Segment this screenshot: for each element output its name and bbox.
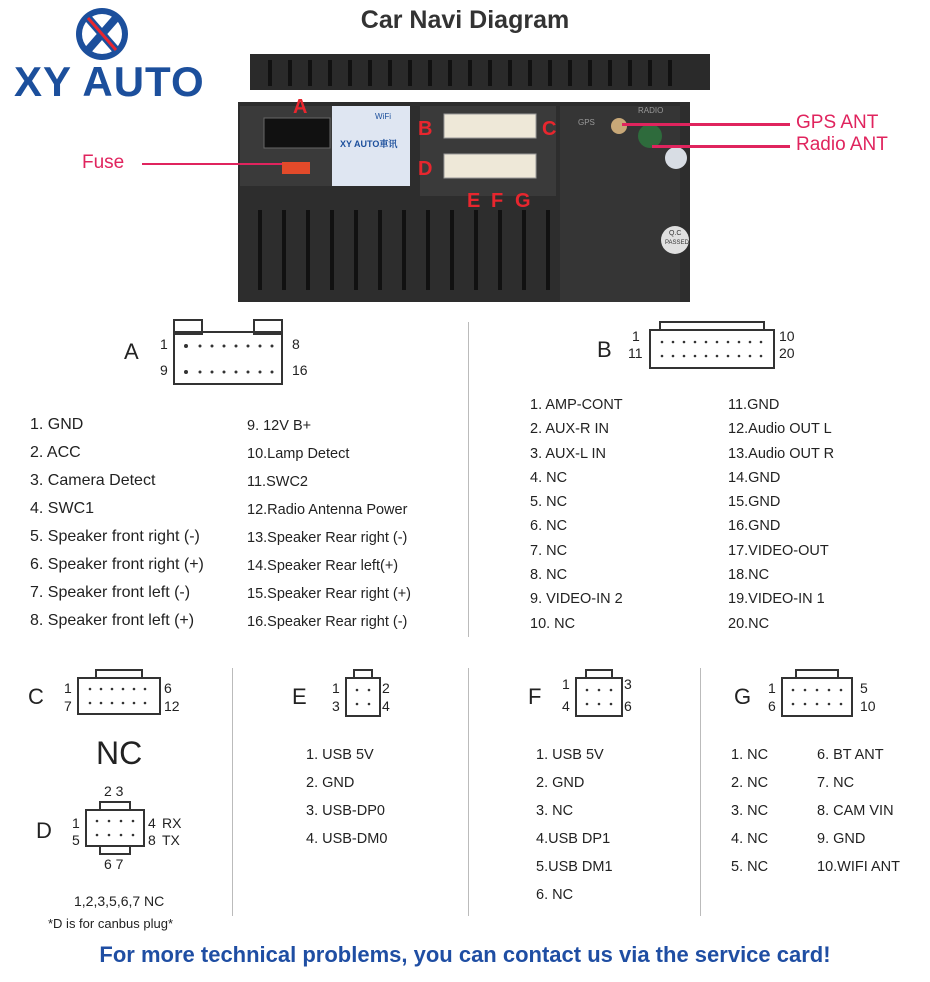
connector-b-pin-br: 20: [779, 345, 795, 361]
connector-a-letter: A: [124, 339, 139, 364]
wifi-sticker-label: WiFi: [375, 112, 391, 121]
connector-e-pin-tl: 1: [332, 680, 340, 696]
connector-d-pin-r1: 4: [148, 815, 156, 831]
connector-g-pin-tr: 5: [860, 680, 868, 696]
connector-e-pin-br: 4: [382, 698, 390, 714]
pin-item: 2. AUX-R IN: [530, 421, 609, 438]
pin-item: 12.Audio OUT L: [728, 421, 832, 438]
pin-item: 19.VIDEO-IN 1: [728, 591, 825, 608]
connector-f-letter: F: [528, 684, 542, 709]
pin-item: 3. NC: [536, 803, 574, 819]
connector-e-pin-bl: 3: [332, 698, 340, 714]
connector-g-list-2: [817, 741, 900, 881]
qc-label: Q.C: [669, 230, 682, 237]
connector-e-list: [306, 741, 387, 853]
logo: [70, 4, 134, 64]
radio-engraving: RADIO: [638, 106, 664, 115]
pin-item: 6. NC: [530, 518, 568, 535]
pin-item: 16.GND: [728, 518, 781, 535]
pin-item: 1. AMP-CONT: [530, 397, 623, 413]
connector-g-letter: G: [734, 684, 752, 709]
connector-a-pin-tr: 8: [292, 336, 300, 352]
pin-item: 8. Speaker front left (+): [30, 612, 195, 629]
pin-item: 2. GND: [306, 775, 355, 791]
connector-c-diagram: [76, 668, 162, 718]
pin-item: 1. GND: [30, 416, 84, 433]
connector-e-diagram: [344, 668, 382, 720]
logo-text: XY AUTO: [14, 58, 205, 105]
divider-bottom-2: [468, 668, 469, 916]
divider-bottom-3: [700, 668, 701, 916]
pin-item: 14.GND: [728, 469, 781, 486]
pin-item: 6. NC: [536, 887, 574, 903]
gps-pointer-line: [622, 123, 790, 126]
photo-letter-e: E: [467, 190, 481, 212]
connector-g-pin-bl: 6: [768, 698, 776, 714]
radio-ant-label: Radio ANT: [796, 134, 888, 155]
gps-ant-label: GPS ANT: [796, 112, 879, 133]
pin-item: 8. NC: [530, 567, 568, 584]
pin-item: 11.GND: [728, 397, 780, 413]
pin-item: 16.Speaker Rear right (-): [247, 614, 408, 630]
logo-x-icon: [70, 4, 134, 64]
photo-letter-d: D: [418, 158, 433, 180]
gps-engraving: GPS: [578, 118, 595, 127]
pin-item: 6. BT ANT: [817, 747, 884, 763]
pin-item: 20.NC: [728, 615, 770, 632]
connector-d-letter: D: [36, 818, 52, 843]
pin-item: 5.USB DM1: [536, 859, 613, 875]
photo-letter-f: F: [491, 190, 504, 212]
connector-e-pin-tr: 2: [382, 680, 390, 696]
connector-a-list-1: [30, 411, 204, 635]
pin-item: 5. NC: [530, 494, 568, 511]
sticker-brand-label: XY AUTO車讯: [340, 139, 398, 149]
pin-item: 7. Speaker front left (-): [30, 584, 191, 601]
connector-d-tx-label: TX: [162, 832, 180, 848]
connector-f-list: [536, 741, 613, 909]
pin-item: 4. NC: [731, 831, 769, 847]
connector-a-diagram: [170, 318, 288, 388]
footer-notice: For more technical problems, you can contact us via the service card!: [99, 942, 831, 967]
pin-item: 7. NC: [817, 775, 855, 791]
pin-item: 1. NC: [731, 747, 769, 763]
connector-d-pin-bottom: 6 7: [104, 856, 124, 872]
connector-c-pin-tr: 6: [164, 680, 172, 696]
pin-item: 3. AUX-L IN: [530, 445, 607, 462]
connector-f-pin-br: 6: [624, 698, 632, 714]
connector-c-note: NC: [96, 735, 143, 771]
pin-item: 17.VIDEO-OUT: [728, 542, 829, 559]
pin-item: 4.USB DP1: [536, 831, 611, 847]
connector-d-pin-top: 2 3: [104, 783, 124, 799]
pin-item: 5. Speaker front right (-): [30, 528, 200, 545]
pin-item: 9. GND: [817, 831, 866, 847]
connector-d-pin-l1: 1: [72, 815, 80, 831]
connector-g-pin-br: 10: [860, 698, 876, 714]
connector-a-pin-tl: 1: [160, 336, 168, 352]
connector-a-list-2: [247, 412, 411, 636]
connector-g-diagram: [780, 668, 854, 720]
connector-d-pin-r2: 8: [148, 832, 156, 848]
connector-c-pin-br: 12: [164, 698, 180, 714]
connector-b-pin-tl: 1: [632, 328, 640, 344]
fuse-label: Fuse: [82, 152, 125, 173]
photo-letter-b: B: [418, 118, 433, 140]
page-title: Car Navi Diagram: [360, 6, 570, 34]
connector-f-pin-tr: 3: [624, 676, 632, 692]
connector-d-footnote: *D is for canbus plug*: [48, 916, 174, 931]
connector-a-pin-bl: 9: [160, 362, 168, 378]
pin-item: 2. NC: [731, 775, 769, 791]
pin-item: 3. Camera Detect: [30, 472, 156, 489]
pin-item: 2. ACC: [30, 444, 81, 461]
connector-f-pin-tl: 1: [562, 676, 570, 692]
pin-item: 14.Speaker Rear left(+): [247, 558, 399, 574]
photo-letter-c: C: [542, 118, 557, 140]
connector-d-rx-label: RX: [162, 815, 182, 831]
pin-item: 4. SWC1: [30, 500, 95, 517]
connector-c-letter: C: [28, 684, 44, 709]
pin-item: 4. USB-DM0: [306, 831, 388, 847]
connector-g-pin-tl: 1: [768, 680, 776, 696]
pin-item: 15.Speaker Rear right (+): [247, 586, 412, 602]
connector-b-list-2: [728, 393, 834, 636]
connector-b-diagram: [648, 320, 776, 372]
connector-b-letter: B: [597, 337, 612, 362]
connector-b-pin-tr: 10: [779, 328, 795, 344]
pin-item: 10.Lamp Detect: [247, 446, 350, 462]
pin-item: 1. USB 5V: [306, 747, 374, 763]
connector-e-letter: E: [292, 684, 307, 709]
pin-item: 2. GND: [536, 775, 585, 791]
pin-item: 13.Speaker Rear right (-): [247, 530, 408, 546]
pin-item: 15.GND: [728, 494, 781, 511]
connector-a-pin-br: 16: [292, 362, 308, 378]
connector-g-list-1: [731, 741, 768, 881]
pin-item: 3. USB-DP0: [306, 803, 385, 819]
pin-item: 5. NC: [731, 859, 769, 875]
pin-item: 1. USB 5V: [536, 747, 604, 763]
connector-c-pin-tl: 1: [64, 680, 72, 696]
divider-top-middle: [468, 322, 469, 637]
divider-bottom-1: [232, 668, 233, 916]
connector-b-pin-bl: 11: [628, 345, 643, 361]
pin-item: 4. NC: [530, 469, 568, 486]
pin-item: 13.Audio OUT R: [728, 445, 835, 462]
connector-f-pin-bl: 4: [562, 698, 570, 714]
photo-letter-g: G: [515, 190, 531, 212]
connector-d-diagram: [84, 800, 146, 856]
head-unit-rear-illustration: [230, 50, 720, 312]
head-unit-photo: [230, 50, 720, 312]
pin-item: 3. NC: [731, 803, 769, 819]
photo-letter-a: A: [293, 96, 308, 118]
connector-d-pin-l2: 5: [72, 832, 80, 848]
pin-item: 8. CAM VIN: [817, 803, 894, 819]
fuse-pointer-line: [142, 163, 282, 165]
pin-item: 10. NC: [530, 615, 576, 632]
pin-item: 11.SWC2: [247, 474, 308, 490]
connector-d-note: 1,2,3,5,6,7 NC: [74, 893, 165, 909]
pin-item: 6. Speaker front right (+): [30, 556, 204, 573]
pin-item: 7. NC: [530, 542, 568, 559]
connector-c-pin-bl: 7: [64, 698, 72, 714]
pin-item: 12.Radio Antenna Power: [247, 502, 408, 518]
connector-f-diagram: [574, 668, 624, 720]
pin-item: 9. 12V B+: [247, 418, 312, 434]
radio-pointer-line: [652, 145, 790, 148]
pin-item: 18.NC: [728, 567, 770, 584]
pin-item: 9. VIDEO-IN 2: [530, 591, 623, 608]
connector-b-list-1: [530, 393, 623, 636]
qc-passed-label: PASSED: [665, 240, 689, 246]
pin-item: 10.WIFI ANT: [817, 859, 900, 875]
